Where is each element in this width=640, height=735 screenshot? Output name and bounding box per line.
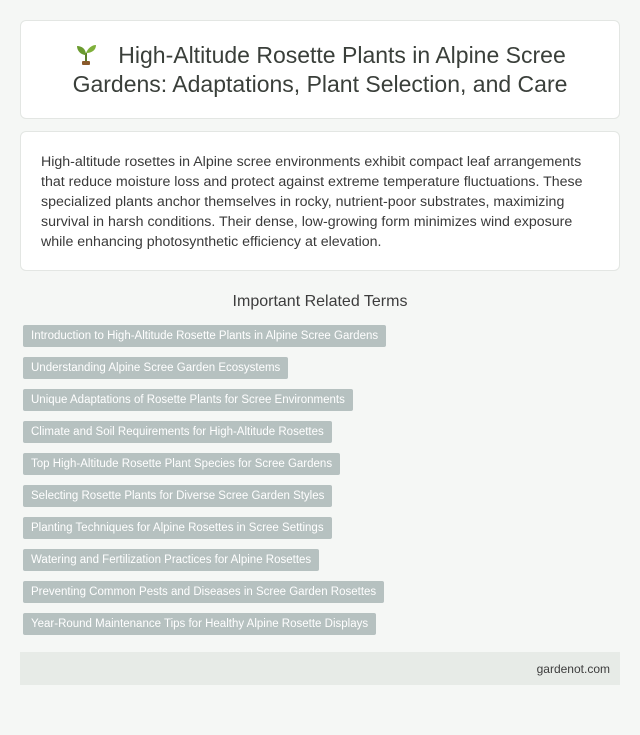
footer (20, 652, 620, 685)
intro-card (20, 131, 620, 271)
related-term-link[interactable]: Understanding Alpine Scree Garden Ecosystems (23, 357, 288, 379)
related-term-link[interactable]: Watering and Fertilization Practices for Alpine Rosettes (23, 549, 319, 571)
related-term-link[interactable]: Selecting Rosette Plants for Diverse Scree Garden Styles (23, 485, 332, 507)
page-title-text: High-Altitude Rosette Plants in Alpine Scree Gardens: Adaptations, Plant Selection, and Care (72, 41, 568, 97)
related-term-link[interactable]: Planting Techniques for Alpine Rosettes in Scree Settings (23, 517, 332, 539)
related-term-link[interactable]: Climate and Soil Requirements for High-Altitude Rosettes (23, 421, 332, 443)
related-term-link[interactable]: Year-Round Maintenance Tips for Healthy Alpine Rosette Displays (23, 613, 376, 635)
footer-site-link[interactable]: gardenot.com (536, 661, 610, 676)
page-title (61, 41, 579, 99)
related-term-link[interactable]: Introduction to High-Altitude Rosette Plants in Alpine Scree Gardens (23, 325, 386, 347)
related-term-link[interactable]: Unique Adaptations of Rosette Plants for Scree Environments (23, 389, 353, 411)
related-term-link[interactable]: Preventing Common Pests and Diseases in Scree Garden Rosettes (23, 581, 384, 603)
related-term-link[interactable]: Top High-Altitude Rosette Plant Species for Scree Gardens (23, 453, 340, 475)
title-card (20, 20, 620, 119)
intro-paragraph: High-altitude rosettes in Alpine scree environments exhibit compact leaf arrangements that reduce moisture loss and protect against extreme temperature fluctuations. These specialized plants anchor themselves in rocky, nutrient-poor substrates, maximizing survival in harsh conditions. Their dense, low-growing form minimizes wind exposure while enhancing photosynthetic efficiency at elevation. (41, 154, 583, 250)
related-terms-heading: Important Related Terms (232, 293, 408, 310)
sprout-icon (74, 43, 98, 65)
related-terms-list (23, 325, 640, 635)
